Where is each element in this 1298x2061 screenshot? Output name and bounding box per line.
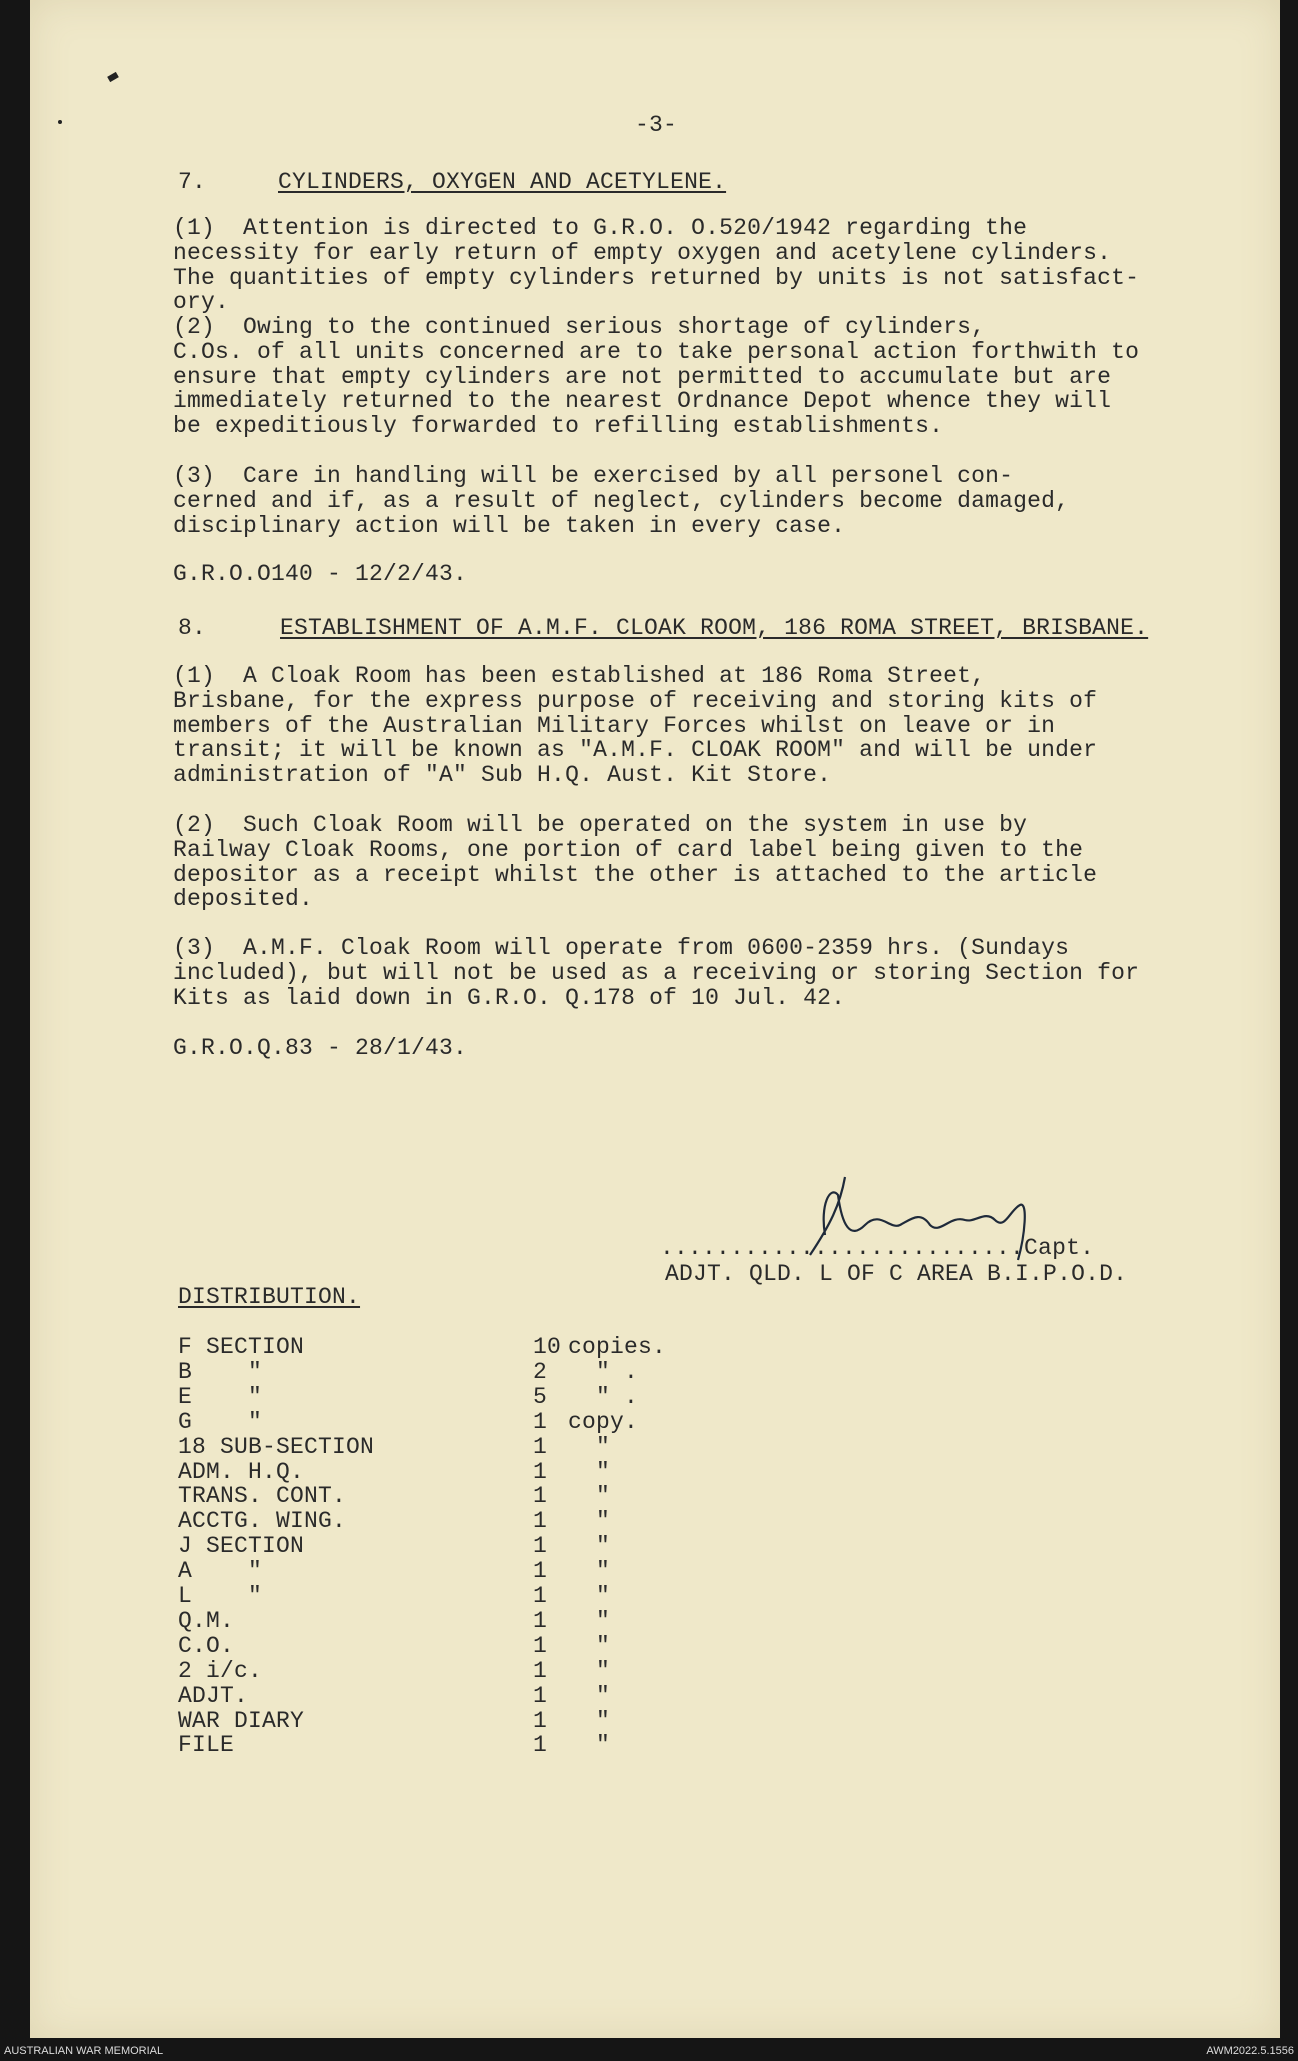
footer-right: AWM2022.5.1556 (1206, 2045, 1294, 2057)
distribution-name: ACCTG. WING. (178, 1508, 347, 1535)
distribution-qty: 1 (533, 1533, 548, 1560)
section-8-paragraph-1: (1) A Cloak Room has been established at 186 Roma Street, Brisbane, for the express purpose of receiving and storing kits of members of the Australian Military Forces whilst on leave or in transit; it will be known as "A.M.F. CLOAK ROOM" and will be under administration of "A" Sub H.Q. Aust. Kit Store. (173, 663, 1098, 789)
distribution-unit: " (568, 1707, 611, 1734)
distribution-unit: " (568, 1583, 611, 1609)
footer-left: AUSTRALIAN WAR MEMORIAL (4, 2045, 164, 2057)
distribution-qty: 1 (533, 1508, 548, 1535)
section-8-reference: G.R.O.Q.83 - 28/1/43. (173, 1035, 468, 1061)
distribution-qty: 1 (533, 1483, 548, 1510)
section-8-number: 8. (178, 615, 207, 641)
distribution-name: F SECTION (178, 1334, 305, 1360)
distribution-name: ADM. H.Q. (178, 1458, 305, 1485)
section-7-paragraph-1: (1) Attention is directed to G.R.O. O.520/1942 regarding the necessity for early return of empty oxygen and acetylene cylinders. The quantities of empty cylinders returned by units is not satisfact- ory. (173, 215, 1140, 316)
distribution-name: L " (178, 1583, 263, 1609)
distribution-name: WAR DIARY (178, 1707, 305, 1734)
distribution-qty: 10 (533, 1334, 562, 1360)
distribution-name: FILE (178, 1732, 235, 1759)
distribution-qty: 1 (533, 1583, 548, 1609)
distribution-unit: " (568, 1558, 611, 1585)
document-page (30, 0, 1280, 2038)
distribution-name: E " (178, 1383, 263, 1410)
signature-line: ..........................Capt. (660, 1235, 1095, 1261)
distribution-unit: " (568, 1607, 611, 1634)
section-7-heading: CYLINDERS, OXYGEN AND ACETYLENE. (278, 169, 727, 195)
ink-mark (58, 120, 62, 124)
distribution-unit: " . (568, 1358, 639, 1385)
section-7-paragraph-3: (3) Care in handling will be exercised by all personel con- cerned and if, as a result of neglect, cylinders become damaged, disciplinary action will be taken in every case. (173, 463, 1070, 539)
section-8-paragraph-2: (2) Such Cloak Room will be operated on the system in use by Railway Cloak Rooms, one portion of card label being given to the depositor as a receipt whilst the other is attached to the article deposited. (173, 812, 1098, 913)
distribution-name: A " (178, 1558, 263, 1585)
distribution-qty: 1 (533, 1607, 548, 1634)
distribution-unit: " (568, 1508, 611, 1535)
distribution-heading: DISTRIBUTION. (178, 1284, 361, 1310)
ink-mark (107, 72, 119, 82)
distribution-name: 18 SUB-SECTION (178, 1433, 375, 1460)
distribution-unit: " (568, 1458, 611, 1485)
distribution-qty: 1 (533, 1433, 548, 1460)
distribution-name: G " (178, 1408, 263, 1435)
distribution-unit: " (568, 1632, 611, 1659)
distribution-name: ADJT. (178, 1682, 249, 1709)
distribution-qty: 2 (533, 1358, 548, 1385)
distribution-unit: " (568, 1533, 611, 1560)
distribution-unit: " (568, 1483, 611, 1510)
distribution-name: TRANS. CONT. (178, 1483, 347, 1510)
distribution-qty: 1 (533, 1682, 548, 1709)
distribution-name: B " (178, 1358, 263, 1385)
distribution-qty: 5 (533, 1383, 548, 1410)
section-7-paragraph-2: (2) Owing to the continued serious shortage of cylinders, C.Os. of all units concerned are to take personal action forthwith to ensure that empty cylinders are not permitted to accumulate but are immediately returned to the nearest Ordnance Depot whence they will be expeditiously forwarded to refilling establishments. (173, 314, 1140, 440)
distribution-name: C.O. (178, 1632, 235, 1659)
distribution-name: 2 i/c. (178, 1657, 263, 1684)
distribution-unit: copies. (568, 1334, 667, 1360)
signature-title: ADJT. QLD. L OF C AREA B.I.P.O.D. (665, 1261, 1128, 1287)
distribution-unit: copy. (568, 1408, 639, 1435)
distribution-qty: 1 (533, 1408, 548, 1435)
distribution-qty: 1 (533, 1707, 548, 1734)
distribution-unit: " (568, 1657, 611, 1684)
section-8-paragraph-3: (3) A.M.F. Cloak Room will operate from 0600-2359 hrs. (Sundays included), but will not be used as a receiving or storing Section for Kits as laid down in G.R.O. Q.178 of 10 Jul. 42. (173, 935, 1140, 1011)
distribution-qty: 1 (533, 1458, 548, 1485)
distribution-unit: " (568, 1732, 611, 1759)
section-7-reference: G.R.O.O140 - 12/2/43. (173, 561, 468, 587)
page-number: -3- (635, 112, 678, 138)
distribution-qty: 1 (533, 1558, 548, 1585)
distribution-name: Q.M. (178, 1607, 235, 1634)
distribution-unit: " (568, 1433, 611, 1460)
distribution-name: J SECTION (178, 1533, 305, 1560)
distribution-qty: 1 (533, 1732, 548, 1759)
distribution-qty: 1 (533, 1632, 548, 1659)
section-7-number: 7. (178, 169, 207, 195)
distribution-unit: " . (568, 1383, 639, 1410)
distribution-unit: " (568, 1682, 611, 1709)
section-8-heading: ESTABLISHMENT OF A.M.F. CLOAK ROOM, 186 ROMA STREET, BRISBANE. (280, 615, 1149, 641)
distribution-qty: 1 (533, 1657, 548, 1684)
